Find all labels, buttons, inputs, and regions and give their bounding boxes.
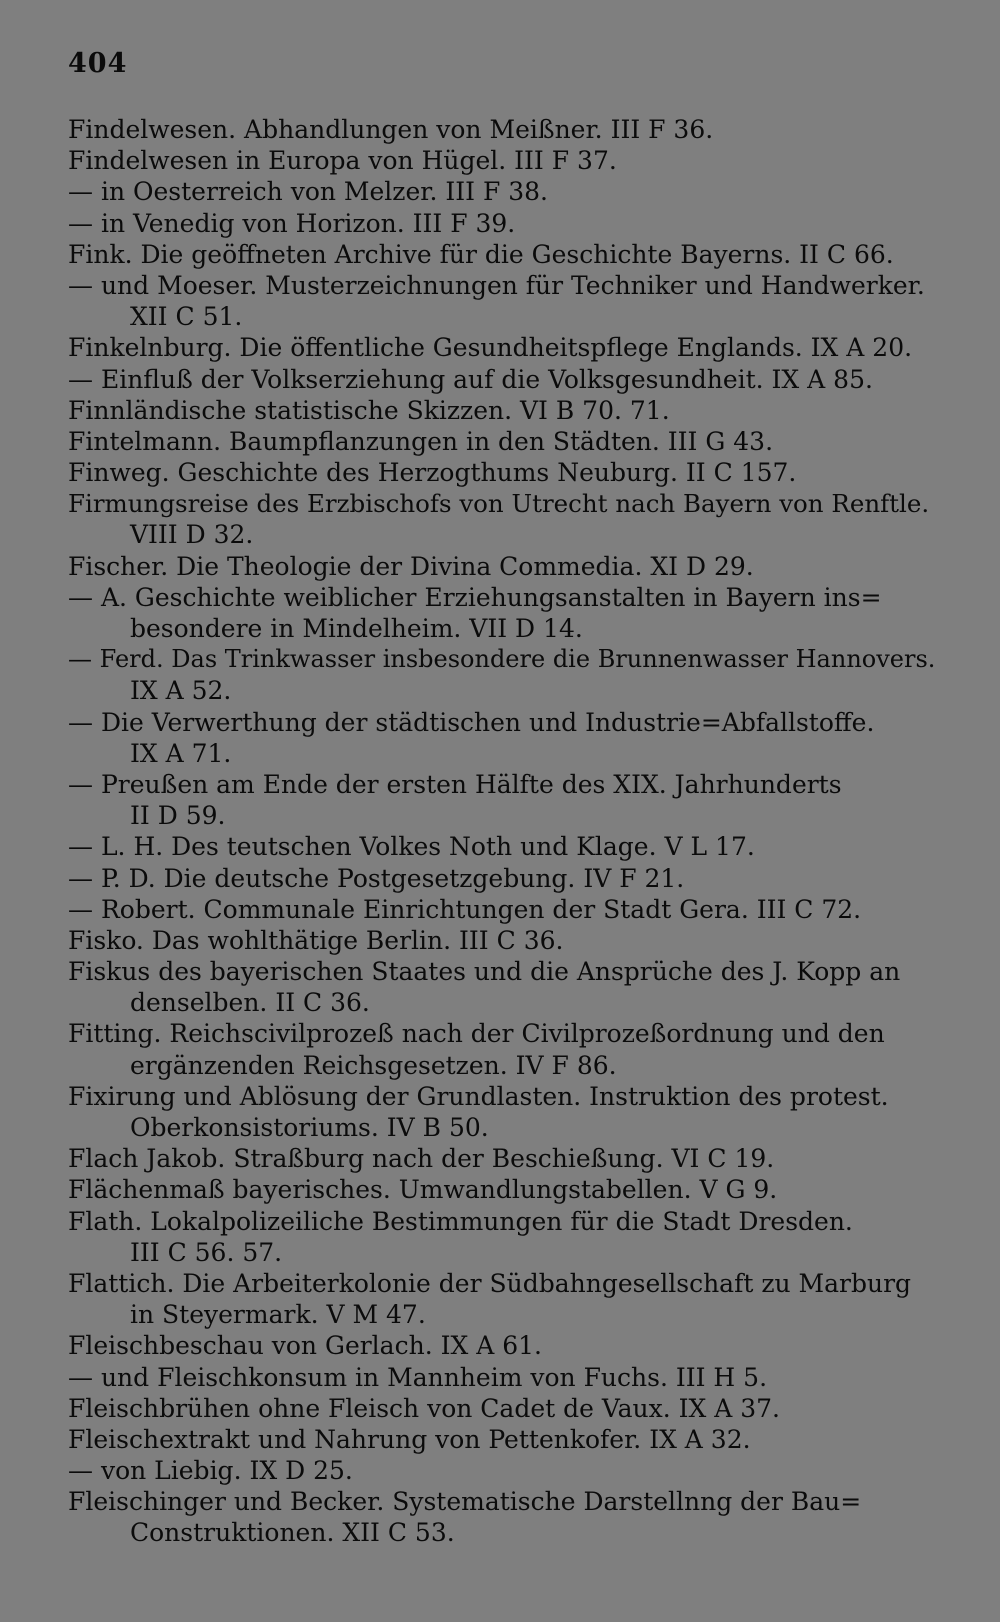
index-entry-line: Firmungsreise des Erzbischofs von Utrecht nach Bayern von Renftle. — [68, 489, 930, 519]
index-entry-continuation: ergänzenden Reichsgesetzen. IV F 86. — [130, 1050, 617, 1080]
index-entry-continuation: denselben. II C 36. — [130, 988, 370, 1018]
index-entry-continuation: IX A 71. — [130, 738, 232, 768]
index-entry-line: — Ferd. Das Trinkwasser insbesondere die Brunnenwasser Hannovers. — [68, 645, 936, 674]
index-entry-line: — L. H. Des teutschen Volkes Noth und Klage. V L 17. — [68, 832, 755, 862]
index-entry-line: Flattich. Die Arbeiterkolonie der Südbahngesellschaft zu Marburg — [68, 1268, 912, 1298]
index-entry-line: Finkelnburg. Die öffentliche Gesundheitspflege Englands. IX A 20. — [68, 333, 913, 363]
index-entry-line: Fleischbeschau von Gerlach. IX A 61. — [68, 1331, 542, 1361]
index-entry-line: — und Fleischkonsum in Mannheim von Fuchs. III H 5. — [68, 1362, 768, 1392]
index-entry-line: — Einfluß der Volkserziehung auf die Volksgesundheit. IX A 85. — [68, 364, 873, 394]
index-entry-continuation: Construktionen. XII C 53. — [130, 1518, 455, 1548]
index-entry-continuation: in Steyermark. V M 47. — [130, 1300, 426, 1330]
index-entry-continuation: Oberkonsistoriums. IV B 50. — [130, 1113, 489, 1142]
index-entry-line: — und Moeser. Musterzeichnungen für Techniker und Handwerker. — [68, 270, 925, 300]
index-entry-line: Fixirung und Ablösung der Grundlasten. Instruktion des protest. — [68, 1081, 889, 1111]
index-entry-line: Flächenmaß bayerisches. Umwandlungstabellen. V G 9. — [68, 1175, 778, 1205]
index-entry-continuation: VIII D 32. — [130, 520, 254, 550]
index-entry-line: Fintelmann. Baumpflanzungen in den Städten. III G 43. — [68, 426, 774, 456]
index-entry-line: — in Oesterreich von Melzer. III F 38. — [68, 177, 548, 207]
index-entry-continuation: XII C 51. — [130, 302, 243, 332]
index-entry-line: — von Liebig. IX D 25. — [68, 1456, 353, 1486]
index-entry-line: Fitting. Reichscivilprozeß nach der Civilprozeßordnung und den — [68, 1019, 885, 1049]
page-number: 404 — [68, 48, 128, 79]
index-entry-line: Fisko. Das wohlthätige Berlin. III C 36. — [68, 925, 564, 955]
index-entry-line: — Robert. Communale Einrichtungen der Stadt Gera. III C 72. — [68, 894, 862, 924]
index-entry-line: — P. D. Die deutsche Postgesetzgebung. IV F 21. — [68, 863, 685, 893]
index-entry-continuation: IX A 52. — [130, 676, 232, 706]
index-entry-line: Fischer. Die Theologie der Divina Commedia. XI D 29. — [68, 551, 754, 581]
index-entry-line: Flath. Lokalpolizeiliche Bestimmungen für die Stadt Dresden. — [68, 1206, 853, 1236]
index-entry-line: Fleischinger und Becker. Systematische Darstellnng der Bau= — [68, 1487, 862, 1517]
index-entry-continuation: III C 56. 57. — [130, 1237, 283, 1267]
index-entry-line: Finnländische statistische Skizzen. VI B 70. 71. — [68, 395, 670, 425]
index-entry-line: Finweg. Geschichte des Herzogthums Neuburg. II C 157. — [68, 458, 797, 488]
index-entry-line: Fleischextrakt und Nahrung von Pettenkofer. IX A 32. — [68, 1424, 751, 1454]
index-entry-line: — in Venedig von Horizon. III F 39. — [68, 208, 516, 238]
index-entry-line: — Die Verwerthung der städtischen und Industrie=Abfallstoffe. — [68, 707, 875, 737]
index-entry-line: Fleischbrühen ohne Fleisch von Cadet de Vaux. IX A 37. — [68, 1393, 780, 1423]
index-entry-line: Flach Jakob. Straßburg nach der Beschießung. VI C 19. — [68, 1144, 775, 1174]
index-entry-line: Findelwesen. Abhandlungen von Meißner. III F 36. — [68, 115, 714, 144]
index-entry-line: Fink. Die geöffneten Archive für die Geschichte Bayerns. II C 66. — [68, 239, 894, 269]
index-entry-continuation: II D 59. — [130, 801, 226, 831]
index-entries — [68, 114, 936, 1549]
index-entry-line: Findelwesen in Europa von Hügel. III F 37. — [68, 146, 617, 176]
index-entry-line: Fiskus des bayerischen Staates und die Ansprüche des J. Kopp an — [68, 957, 901, 987]
index-entry-line: — Preußen am Ende der ersten Hälfte des XIX. Jahrhunderts — [68, 769, 842, 799]
index-entry-line: — A. Geschichte weiblicher Erziehungsanstalten in Bayern ins= — [68, 582, 882, 612]
index-entry-continuation: besondere in Mindelheim. VII D 14. — [130, 614, 583, 643]
